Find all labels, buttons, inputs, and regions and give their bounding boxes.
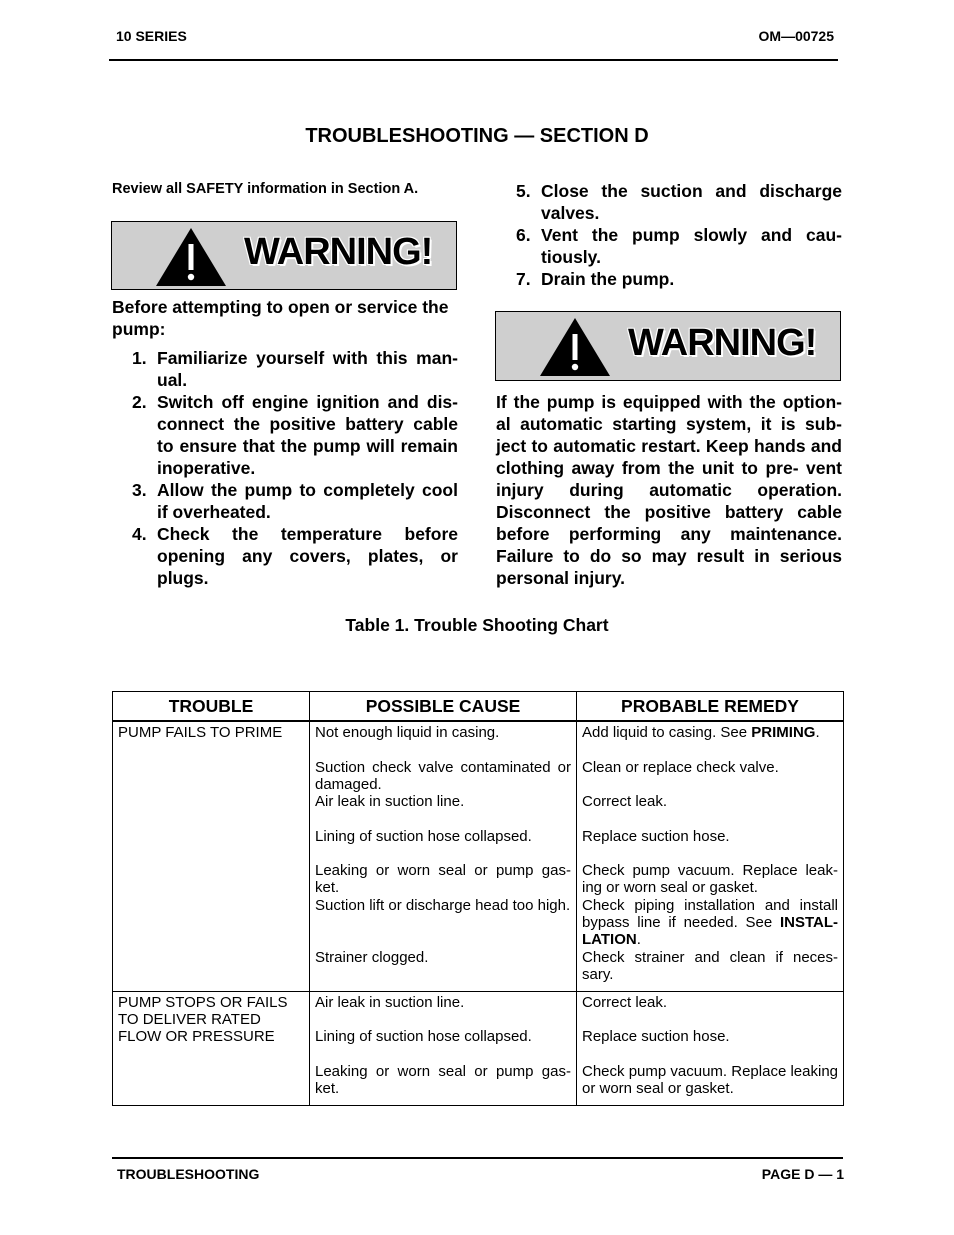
list-item	[132, 391, 458, 479]
cause-item: Lining of suction hose collapsed.	[315, 1028, 532, 1045]
before-text: Before attempting to open or service the pump:	[112, 297, 449, 339]
troubleshooting-table	[112, 691, 844, 1106]
remedy-item	[582, 793, 838, 828]
warning-triangle-icon	[154, 226, 228, 288]
remedy-item	[582, 897, 838, 949]
cause-item: Lining of suction hose collapsed.	[315, 827, 532, 845]
step-text: Allow the pump to completely cool if overheated.	[157, 480, 458, 522]
remedy-text: Correct leak.	[582, 793, 668, 810]
step-number: 6.	[516, 225, 531, 245]
remedy-item	[582, 759, 838, 794]
trouble-text: PUMP STOPS OR FAILS TO DELIVER RATED FLOW OR PRESSURE	[118, 993, 288, 1045]
remedy-text: Replace suction hose.	[582, 1028, 730, 1045]
list-item	[132, 523, 458, 589]
header-right: OM—00725	[758, 28, 834, 44]
table-row	[113, 721, 844, 991]
cause-item: Suction check valve contaminated or damaged.	[315, 758, 571, 793]
remedy-text: Check pump vacuum. Replace leak- ing or worn seal or gasket.	[582, 862, 838, 896]
step-number: 2.	[132, 392, 147, 412]
remedy-item	[582, 994, 838, 1029]
remedy-item	[582, 1028, 838, 1063]
step-text: Vent the pump slowly and cau- tiously.	[541, 225, 842, 267]
step-number: 1.	[132, 348, 147, 368]
remedy-text: Check strainer and clean if neces- sary.	[582, 948, 838, 983]
cause-item: Air leak in suction line.	[315, 993, 465, 1011]
remedy-item	[582, 724, 838, 759]
remedy-text: Correct leak.	[582, 993, 668, 1011]
remedy-item	[582, 1063, 838, 1097]
step-number: 4.	[132, 524, 147, 544]
remedy-reference: INSTAL- LATION	[582, 913, 838, 948]
remedy-text: Check pump vacuum. Replace leaking or worn seal or gasket.	[582, 1062, 838, 1097]
footer-rule	[112, 1157, 843, 1159]
steps-list-right	[516, 180, 842, 290]
trouble-cell	[113, 991, 310, 1105]
trouble-text: PUMP FAILS TO PRIME	[118, 724, 283, 741]
remedy-cell	[577, 991, 844, 1105]
step-text: Close the suction and discharge valves.	[541, 181, 842, 223]
table-header-row	[113, 692, 844, 722]
remedy-suffix: .	[636, 930, 641, 948]
list-item	[516, 224, 842, 268]
footer-left: TROUBLESHOOTING	[117, 1166, 260, 1182]
remedy-cell	[577, 721, 844, 991]
cause-cell	[310, 721, 577, 991]
column-header-remedy: PROBABLE REMEDY	[577, 692, 844, 722]
remedy-item	[582, 949, 838, 983]
list-item	[132, 347, 458, 391]
list-item	[132, 479, 458, 523]
remedy-item	[582, 828, 838, 863]
page-title: TROUBLESHOOTING — SECTION D	[305, 125, 649, 147]
header-rule	[109, 59, 838, 61]
remedy-suffix: .	[815, 724, 820, 741]
warning-box-left	[111, 221, 457, 290]
cause-item: Not enough liquid in casing.	[315, 724, 500, 741]
trouble-cell	[113, 721, 310, 991]
table-row	[113, 991, 844, 1105]
warning-triangle-icon	[538, 316, 612, 378]
step-number: 3.	[132, 480, 147, 500]
table-caption: Table 1. Trouble Shooting Chart	[345, 615, 609, 635]
cause-item: Air leak in suction line.	[315, 793, 465, 810]
column-header-cause: POSSIBLE CAUSE	[310, 692, 577, 722]
cause-cell	[310, 991, 577, 1105]
step-text: Check the temperature before opening any covers, plates, or plugs.	[157, 524, 458, 588]
header-left: 10 SERIES	[116, 28, 187, 44]
step-number: 5.	[516, 181, 531, 201]
auto-start-warning-text: If the pump is equipped with the option- al automatic starting system, it is sub- ject to automatic restart. Keep hands and clothing away from the unit to pre- vent injury during automatic operation. Disconnect the positive battery cable before performing any maintenance. Failure to do so may result in serious personal injury.	[496, 392, 842, 588]
warning-label: WARNING!	[244, 231, 433, 273]
cause-item: Leaking or worn seal or pump gas- ket.	[315, 862, 571, 896]
remedy-text: Add liquid to casing. See	[582, 724, 752, 741]
step-text: Drain the pump.	[541, 269, 675, 289]
cause-item: Leaking or worn seal or pump gas- ket.	[315, 1062, 571, 1097]
steps-list-left	[132, 347, 458, 589]
remedy-item	[582, 862, 838, 897]
remedy-text: Replace suction hose.	[582, 827, 730, 845]
warning-box-right	[495, 311, 841, 381]
list-item	[516, 268, 842, 290]
cause-item: Strainer clogged.	[315, 948, 429, 966]
cause-item: Suction lift or discharge head too high.	[315, 896, 571, 914]
intro-text: Review all SAFETY information in Section A.	[112, 181, 419, 197]
step-text: Switch off engine ignition and dis- connect the positive battery cable to ensure that the pump will remain inoperative.	[157, 392, 458, 478]
column-header-trouble: TROUBLE	[113, 692, 310, 722]
step-number: 7.	[516, 269, 531, 289]
remedy-text: Clean or replace check valve.	[582, 758, 779, 776]
step-text: Familiarize yourself with this man- ual.	[157, 348, 458, 390]
footer-right: PAGE D — 1	[761, 1166, 844, 1182]
remedy-reference: PRIMING	[751, 724, 816, 741]
warning-label: WARNING!	[628, 322, 817, 364]
remedy-text: Check piping installation and install bypass line if needed. See	[582, 896, 838, 931]
list-item	[516, 180, 842, 224]
